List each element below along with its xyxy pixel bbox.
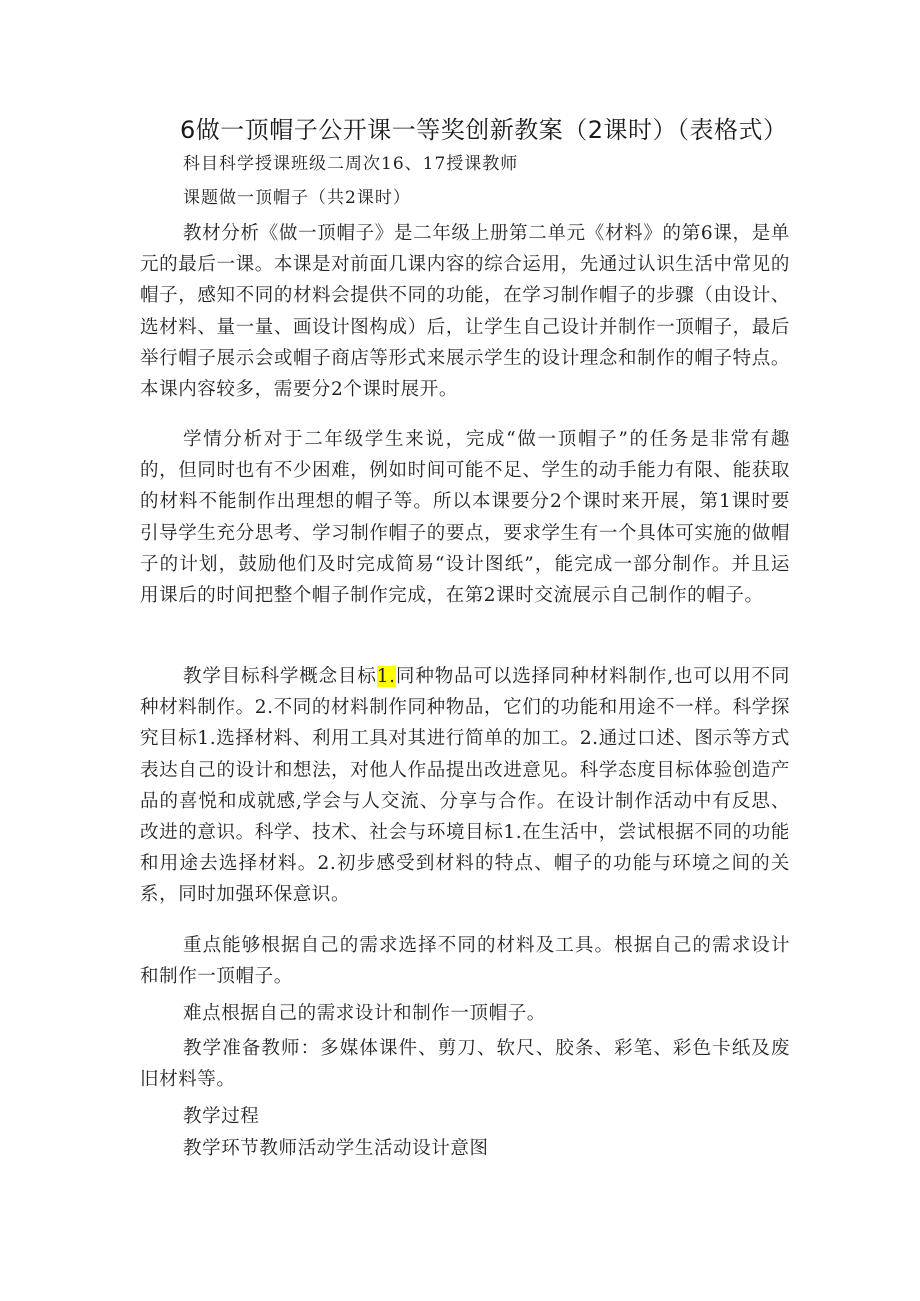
- goals-rest: 同种物品可以选择同种材料制作,也可以用不同种材料制作。2.不同的材料制作同种物品，它们的功能和用途不一样。科学探究目标1.选择材料、利用工具对其进行简单的加工。2.通过口述、图示等方式表达自己的设计和想法，对他人作品提出改进意见。科学态度目标体验创造产品的喜悦和成就感,学会与人交流、分享与合作。在设计制作活动中有反思、改进的意识。科学、技术、社会与环境目标1.在生活中，尝试根据不同的功能和用途去选择材料。2.初步感受到材料的特点、帽子的功能与环境之间的关系，同时加强环保意识。: [140, 666, 790, 906]
- document-title: 6做一顶帽子公开课一等奖创新教案（2课时）（表格式）: [180, 116, 788, 144]
- highlighted-marker: 1.: [376, 666, 396, 687]
- textbook-analysis-paragraph: 教材分析《做一顶帽子》是二年级上册第二单元《材料》的第6课，是单元的最后一课。本课是对前面几课内容的综合运用，先通过认识生活中常见的帽子，感知不同的材料会提供不同的功能，在学习制作帽子的步骤（由设计、选材料、量一量、画设计图构成）后，让学生自己设计并制作一顶帽子，最后举行帽子展示会或帽子商店等形式来展示学生的设计理念和制作的帽子特点。本课内容较多，需要分2个课时展开。: [140, 223, 790, 401]
- goals-prefix: 教学目标科学概念目标: [183, 666, 377, 687]
- process-table-header: 教学环节教师活动学生活动设计意图: [183, 1138, 489, 1159]
- process-heading: 教学过程: [183, 1106, 260, 1127]
- course-info-line: 科目科学授课班级二周次16、17授课教师: [183, 154, 519, 174]
- teaching-goals-paragraph: [140, 661, 790, 911]
- preparation-paragraph: 教学准备教师：多媒体课件、剪刀、软尺、胶条、彩笔、彩色卡纸及废旧材料等。: [140, 1038, 790, 1091]
- student-analysis-paragraph: 学情分析对于二年级学生来说，完成“做一顶帽子”的任务是非常有趣的，但同时也有不少困难，例如时间可能不足、学生的动手能力有限、能获取的材料不能制作出理想的帽子等。所以本课要分2个课时来开展，第1课时要引导学生充分思考、学习制作帽子的要点，要求学生有一个具体可实施的做帽子的计划，鼓励他们及时完成简易“设计图纸”，能完成一部分制作。并且运用课后的时间把整个帽子制作完成，在第2课时交流展示自己制作的帽子。: [140, 429, 790, 607]
- key-points-paragraph: 重点能够根据自己的需求选择不同的材料及工具。根据自己的需求设计和制作一顶帽子。: [140, 935, 790, 988]
- difficulties-paragraph: 难点根据自己的需求设计和制作一顶帽子。: [183, 1003, 546, 1024]
- topic-line: 课题做一顶帽子（共2课时）: [183, 188, 411, 208]
